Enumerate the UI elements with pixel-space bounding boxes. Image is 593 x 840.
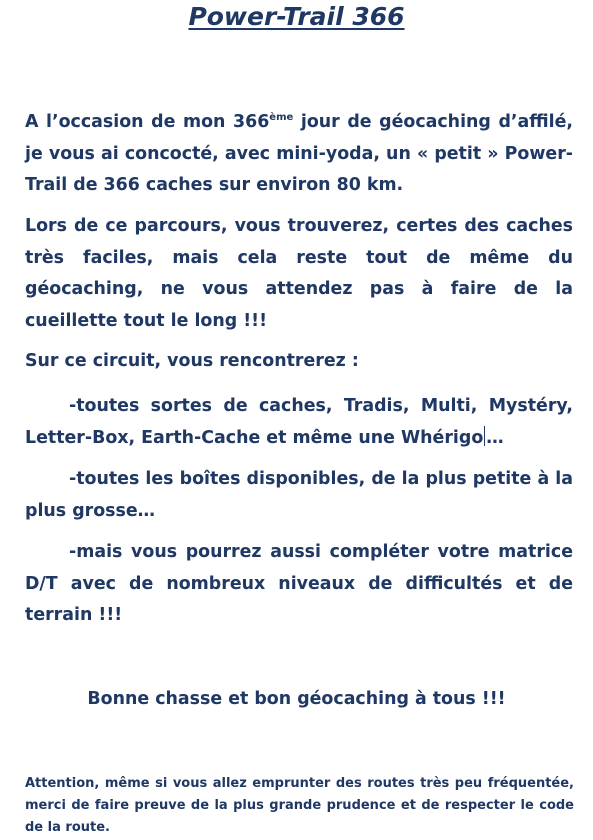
list-item-dt-matrix: -mais vous pourrez aussi compléter votre matrice D/T avec de nombreux niveaux de difficultés et de terrain !!! bbox=[25, 542, 573, 625]
intro-text-start: A l’occasion de mon 366 bbox=[25, 112, 270, 132]
list-item-cache-types bbox=[25, 391, 573, 454]
paragraph-course: Lors de ce parcours, vous trouverez, certes des caches très faciles, mais cela reste tout de même du géocaching, ne vous attendez pas à faire de la cueillette tout le long !!! bbox=[25, 216, 573, 331]
document-title: Power-Trail 366 bbox=[188, 2, 405, 31]
closing-line: Bonne chasse et bon géocaching à tous !!! bbox=[87, 689, 506, 709]
intro-superscript: ème bbox=[269, 112, 294, 124]
list-item-box-sizes: -toutes les boîtes disponibles, de la plus petite à la plus grosse… bbox=[25, 469, 573, 521]
safety-warning: Attention, même si vous allez emprunter des routes très peu fréquentée, merci de faire preuve de la plus grande prudence et de respecter le code de la route. bbox=[25, 776, 574, 835]
list-item-cache-types-text: -toutes sortes de caches, Tradis, Multi, Mystéry, Letter-Box, Earth-Cache et même une Whérigo bbox=[25, 396, 573, 448]
intro-text-end: jour de géocaching d’affilé, je vous ai concocté, avec mini-yoda, un « petit » Power-Trail de 366 caches sur environ 80 km. bbox=[25, 112, 573, 195]
intro-paragraph bbox=[25, 107, 573, 202]
list-item-cache-types-ellipsis: … bbox=[486, 427, 504, 448]
paragraph-circuit-intro: Sur ce circuit, vous rencontrerez : bbox=[25, 351, 359, 371]
